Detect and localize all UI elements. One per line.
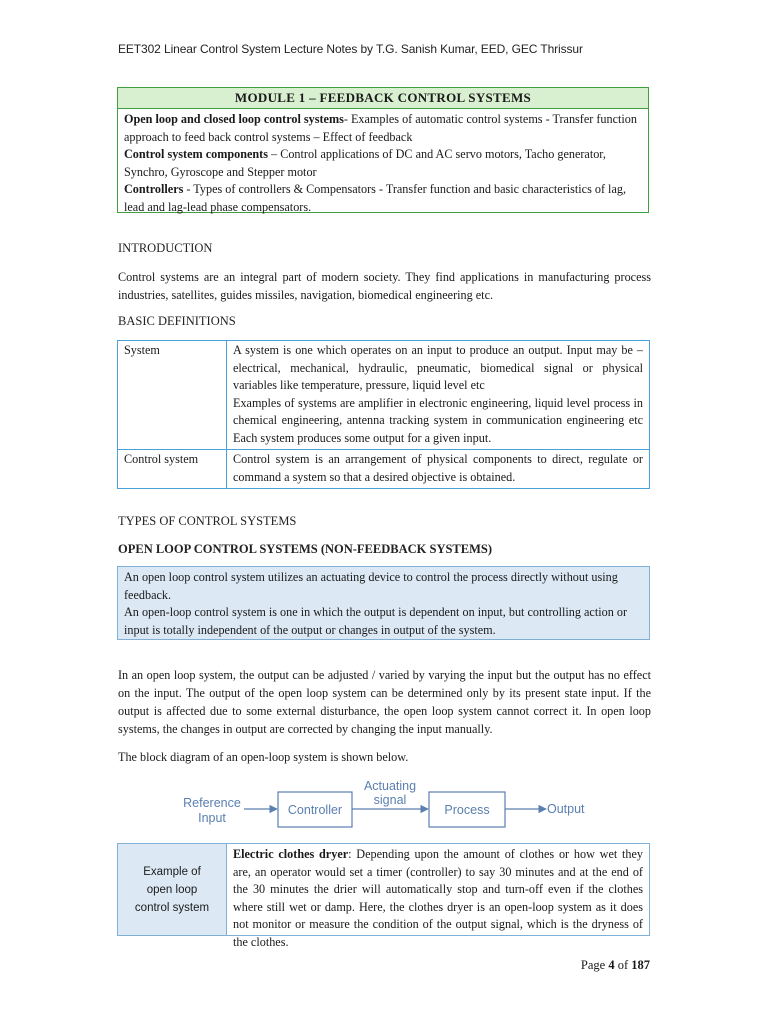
example-table — [117, 843, 650, 949]
output-label: Output — [547, 802, 585, 816]
open-loop-definition-box — [117, 566, 650, 640]
intro-heading: INTRODUCTION — [118, 241, 213, 255]
page-header: EET302 Linear Control System Lecture Notes by T.G. Sanish Kumar, EED, GEC Thrissur — [118, 42, 583, 56]
definition-term: Control system — [118, 450, 227, 489]
table-row — [118, 844, 650, 936]
example-title: Electric clothes dryer — [233, 847, 349, 861]
definitions-table — [117, 340, 650, 489]
page-number — [581, 958, 650, 973]
example-text-cell — [227, 844, 650, 949]
example-label-2: open loop — [146, 883, 198, 896]
open-loop-definition-1: An open loop control system utilizes an actuating device to control the process directly without using feedback. — [124, 570, 618, 602]
controller-label: Controller — [287, 803, 343, 817]
process-label: Process — [444, 803, 490, 817]
actuating-signal-label-2: signal — [373, 793, 407, 807]
table-row — [118, 450, 650, 489]
definition-term: System — [118, 341, 227, 450]
topic-2-heading: Control system components — [124, 147, 268, 162]
open-loop-subheading: OPEN LOOP CONTROL SYSTEMS (NON-FEEDBACK SYSTEMS) — [118, 542, 493, 556]
topic-3-heading: Controllers — [124, 182, 184, 197]
example-description: : Depending upon the amount of clothes or how wet they are, an operator would set a timer (controller) to say 30 minutes and at the end of the 30 minutes the drier will automatically stop and turn-off even if the clothes where still wet or damp. Here, the clothes dryer is an open-loop system as it does not monitor or measure the condition of the output signal, which is the dryness of the clothes. — [233, 847, 644, 949]
diagram-intro: The block diagram of an open-loop system is shown below. — [118, 750, 409, 764]
example-label-3: control system — [134, 901, 210, 914]
definition-description — [227, 341, 650, 450]
open-loop-paragraph: In an open loop system, the output can be adjusted / varied by varying the input but the output has no effect on the input. The output of the open loop system can be determined only by its present state input. If the output is affected due to some external disturbance, the open loop system cannot correct it. In open loop systems, the changes in output are corrected by changing the input manually. — [118, 668, 651, 736]
definition-text: Control system is an arrangement of physical components to direct, regulate or command a system so that a desired objective is obtained. — [233, 452, 643, 484]
open-loop-block-diagram — [170, 776, 600, 832]
open-loop-definition-2: An open-loop control system is one in which the output is dependent on input, but controlling action or input is totally independent of the output or changes in output of the system. — [124, 605, 627, 637]
definition-description — [227, 450, 650, 489]
module-topics — [118, 109, 648, 217]
reference-input-label-1: Reference — [183, 796, 241, 810]
table-row — [118, 341, 650, 450]
basic-definitions-heading: BASIC DEFINITIONS — [118, 314, 236, 328]
module-title: MODULE 1 – FEEDBACK CONTROL SYSTEMS — [118, 88, 648, 109]
definition-text: A system is one which operates on an input to produce an output. Input may be – electrical, mechanical, hydraulic, pneumatic, biomedical signal or physical variables like temperature, pressure, liquid level etc — [233, 343, 643, 392]
types-heading: TYPES OF CONTROL SYSTEMS — [118, 514, 297, 528]
intro-paragraph: Control systems are an integral part of modern society. They find applications in manufacturing process industries, satellites, guides missiles, navigation, biomedical engineering etc. — [118, 270, 651, 302]
of-word: of — [614, 958, 632, 972]
total-pages: 187 — [631, 958, 650, 972]
topic-1-heading: Open loop and closed loop control systems — [124, 112, 344, 126]
topic-3-text: - Types of controllers & Compensators - Transfer function and basic characteristics of lag, lead and lag-lead phase compensators. — [124, 182, 626, 214]
topic-1-text: - Examples of automatic control systems - Transfer function approach to feed back control systems – Effect of feedback — [124, 112, 637, 144]
example-label-1: Example of — [143, 865, 201, 878]
current-page: 4 — [608, 958, 615, 972]
topic-2-text: – Control applications of DC and AC servo motors, Tacho generator, Synchro, Gyroscope and Stepper motor — [124, 147, 606, 179]
example-label-cell — [118, 844, 227, 936]
reference-input-label-2: Input — [198, 811, 226, 825]
module-summary-box — [117, 87, 649, 213]
actuating-signal-label-1: Actuating — [363, 779, 417, 793]
definition-example: Examples of systems are amplifier in electronic engineering, liquid level process in chemical engineering, antenna tracking system in communication engineering etc Each system produces some output for a given input. — [233, 395, 643, 445]
page-word: Page — [580, 958, 609, 972]
